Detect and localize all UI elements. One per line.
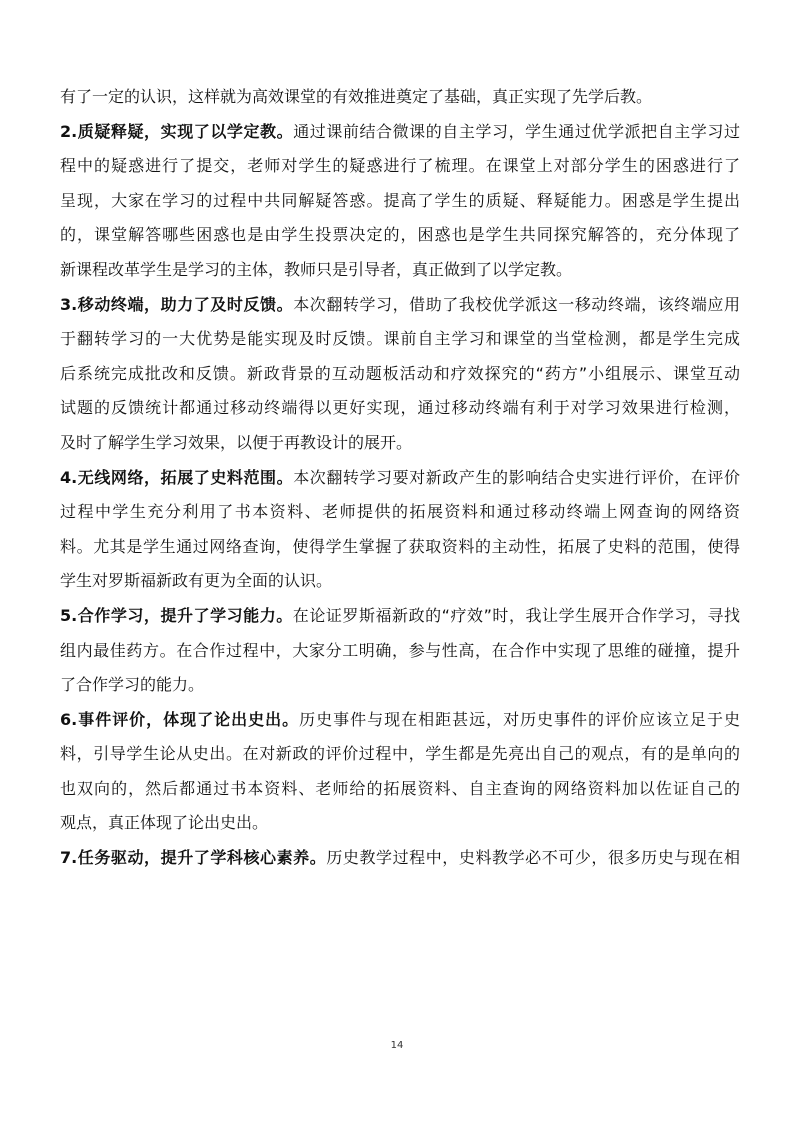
paragraph-line: 后系统完成批改和反馈。新政背景的互动题板活动和疗效探究的“药方”小组展示、课堂互动	[60, 363, 740, 383]
paragraph-line: 有了一定的认识，这样就为高效课堂的有效推进奠定了基础，真正实现了先学后教。	[60, 87, 653, 106]
paragraph-line: 也双向的，然后都通过书本资料、老师给的拓展资料、自主查询的网络资料加以佐证自己的	[60, 778, 740, 798]
paragraph-line: 程中的疑惑进行了提交，老师对学生的疑惑进行了梳理。在课堂上对部分学生的困惑进行了	[60, 156, 740, 176]
paragraph-line: 3.移动终端，助力了及时反馈。本次翻转学习，借助了我校优学派这一移动终端，该终端应用	[60, 294, 740, 314]
paragraph-line: 2.质疑释疑，实现了以学定教。通过课前结合微课的自主学习，学生通过优学派把自主学习过	[60, 121, 740, 141]
page-number: 14	[390, 1040, 404, 1051]
paragraph-line: 呈现，大家在学习的过程中共同解疑答惑。提高了学生的质疑、释疑能力。困惑是学生提出	[60, 190, 740, 210]
section-heading: 6.事件评价，体现了论出史出。	[60, 709, 300, 729]
paragraph-line: 新课程改革学生是学习的主体，教师只是引导者，真正做到了以学定教。	[60, 259, 573, 279]
paragraph-line: 5.合作学习，提升了学习能力。在论证罗斯福新政的“疗效”时，我让学生展开合作学习，寻找	[60, 605, 740, 625]
section-heading: 2.质疑释疑，实现了以学定教。	[60, 121, 294, 141]
paragraph-line: 料。尤其是学生通过网络查询，使得学生掌握了获取资料的主动性，拓展了史料的范围，使得	[60, 536, 740, 556]
paragraph-line: 组内最佳药方。在合作过程中，大家分工明确，参与性高，在合作中实现了思维的碰撞，提升	[60, 640, 740, 660]
section-heading: 7.任务驱动，提升了学科核心素养。	[60, 848, 327, 868]
document-body	[60, 80, 740, 876]
section-heading: 5.合作学习，提升了学习能力。	[60, 605, 293, 625]
paragraph-line: 过程中学生充分利用了书本资料、老师提供的拓展资料和通过移动终端上网查询的网络资	[60, 502, 740, 522]
paragraph-line: 观点，真正体现了论出史出。	[60, 813, 269, 833]
paragraph-line: 料，引导学生论从史出。在对新政的评价过程中，学生都是先亮出自己的观点，有的是单向的	[60, 744, 740, 764]
paragraph-line: 于翻转学习的一大优势是能实现及时反馈。课前自主学习和课堂的当堂检测，都是学生完成	[60, 329, 740, 349]
paragraph-line: 了合作学习的能力。	[60, 675, 205, 695]
paragraph-line: 试题的反馈统计都通过移动终端得以更好实现，通过移动终端有利于对学习效果进行检测，	[60, 398, 740, 418]
paragraph-line: 及时了解学生学习效果，以便于再教设计的展开。	[60, 432, 413, 452]
section-heading: 3.移动终端，助力了及时反馈。	[60, 294, 294, 314]
paragraph-line: 6.事件评价，体现了论出史出。历史事件与现在相距甚远，对历史事件的评价应该立足于史	[60, 709, 740, 729]
paragraph-line: 7.任务驱动，提升了学科核心素养。历史教学过程中，史料教学必不可少，很多历史与现在相	[60, 848, 740, 868]
paragraph-line: 学生对罗斯福新政有更为全面的认识。	[60, 571, 333, 591]
section-heading: 4.无线网络，拓展了史料范围。	[60, 467, 294, 487]
paragraph-line: 的，课堂解答哪些困惑也是由学生投票决定的，困惑也是学生共同探究解答的，充分体现了	[60, 225, 740, 245]
paragraph-line: 4.无线网络，拓展了史料范围。本次翻转学习要对新政产生的影响结合史实进行评价，在评价	[60, 467, 740, 487]
